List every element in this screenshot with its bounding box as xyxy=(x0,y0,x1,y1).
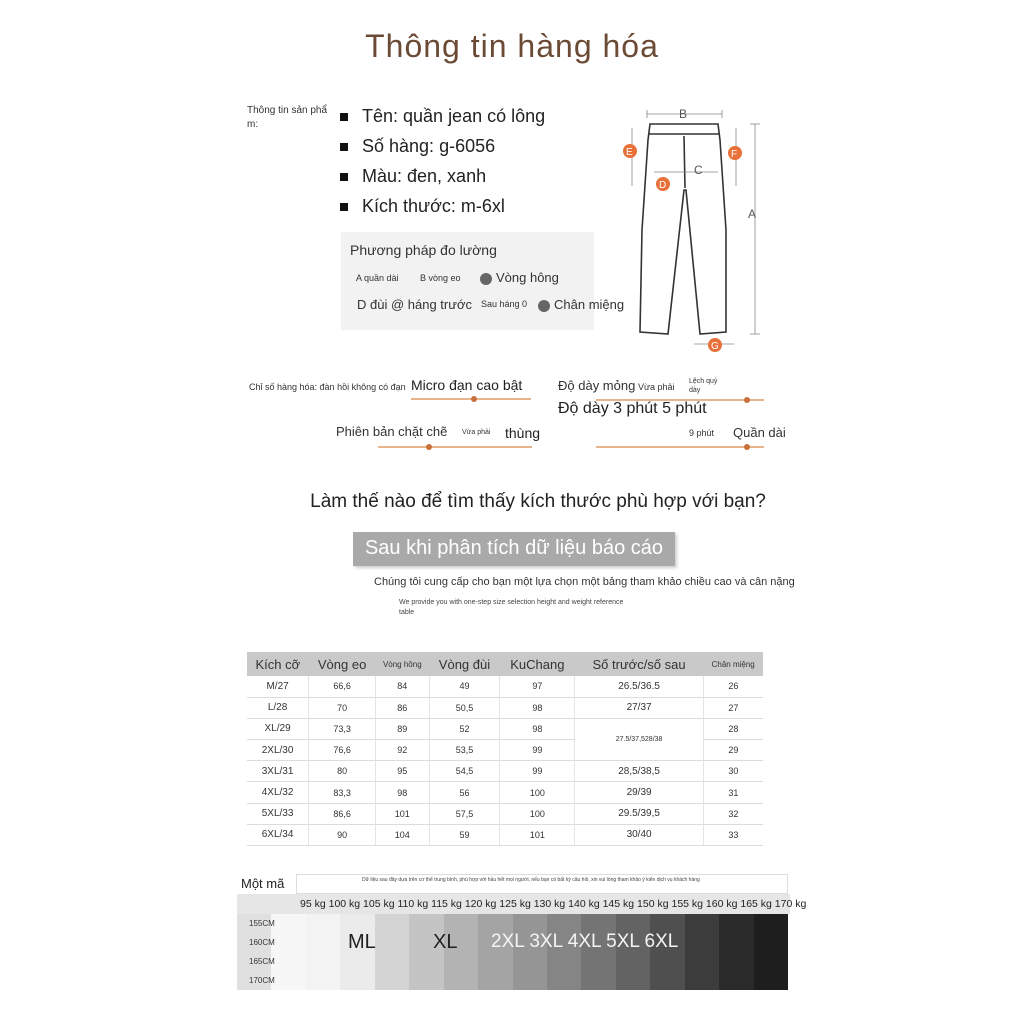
index-thickness: Độ dày mỏng xyxy=(558,378,636,393)
product-info-label: Thông tin sản phẩ m: xyxy=(247,105,328,130)
measure-d: D đùi @ háng trước xyxy=(357,297,472,312)
size-tag-xl: XL xyxy=(433,931,458,953)
spec-item-number: Số hàng: g-6056 xyxy=(340,133,545,163)
index-thickness-high: Lệch quý dày xyxy=(689,378,718,394)
label-e: E xyxy=(626,147,633,158)
measure-g: Chân miệng xyxy=(538,297,624,312)
size-question: Làm thế nào để tìm thấy kích thước phù hợp với bạn? xyxy=(310,491,766,512)
measure-lines xyxy=(632,110,760,344)
size-table xyxy=(247,652,763,846)
bullet-icon xyxy=(340,113,348,121)
table-row: 4XL/32 83,3 98 56 100 29/39 31 xyxy=(247,782,763,803)
height-165: 165CM xyxy=(249,957,275,966)
label-f: F xyxy=(731,149,738,160)
measure-method-title: Phương pháp đo lường xyxy=(350,242,497,258)
version-knob xyxy=(426,444,432,450)
label-a: A xyxy=(748,207,757,221)
table-row: 3XL/31 80 95 54,5 99 28,5/38,5 30 xyxy=(247,761,763,782)
length-knob xyxy=(744,444,750,450)
size-table-header xyxy=(247,652,763,676)
elastic-slider xyxy=(411,398,531,400)
table-row: 5XL/33 86,6 101 57,5 100 29.5/39,5 32 xyxy=(247,803,763,824)
height-155: 155CM xyxy=(249,919,275,928)
index-season: Độ dày 3 phút 5 phút xyxy=(558,400,707,417)
col-leg-opening: Chân miệng xyxy=(703,652,763,676)
table-row: 2XL/30 76,6 92 53,5 99 29 xyxy=(247,740,763,761)
height-170: 170CM xyxy=(249,976,275,985)
table-row: XL/29 73,3 89 52 98 27.5/37,528/38 28 xyxy=(247,718,763,739)
measure-b: B vòng eo xyxy=(420,273,461,283)
col-hip: Vòng hông xyxy=(376,652,429,676)
index-version-loose: thùng xyxy=(505,425,541,441)
index-version: Phiên bản chặt chẽ xyxy=(336,424,448,439)
trousers-outline-icon xyxy=(640,124,726,334)
measure-c: Vòng hông xyxy=(480,270,559,285)
bullet-icon xyxy=(340,203,348,211)
index-elastic: Micro đạn cao bật xyxy=(411,377,523,393)
analysis-banner: Sau khi phân tích dữ liệu báo cáo xyxy=(353,532,675,566)
index-thickness-mid: Vừa phải xyxy=(638,382,675,392)
measure-e: Sau háng 0 xyxy=(481,299,528,309)
table-row: L/28 70 86 50,5 98 27/37 27 xyxy=(247,697,763,718)
bullet-icon xyxy=(340,173,348,181)
index-length-short: 9 phút xyxy=(689,428,715,438)
spec-item-color: Màu: đen, xanh xyxy=(340,163,545,193)
index-version-mid: Vừa phải xyxy=(462,429,491,436)
table-row: M/27 66,6 84 49 97 26.5/36.5 26 xyxy=(247,676,763,697)
subtitle-vi: Chúng tôi cung cấp cho bạn một lựa chọn một bảng tham khảo chiều cao và cân nặng xyxy=(374,576,795,588)
page-title: Thông tin hàng hóa xyxy=(365,28,659,64)
product-spec-list xyxy=(340,103,545,223)
spec-item-name: Tên: quần jean có lông xyxy=(340,103,545,133)
label-g: G xyxy=(711,341,719,352)
trousers-diagram xyxy=(610,100,780,360)
index-length-long: Quần dài xyxy=(733,425,786,440)
col-rise: Số trước/số sau xyxy=(575,652,704,676)
label-d: D xyxy=(659,180,667,191)
version-slider xyxy=(378,446,532,448)
measure-a: A quần dài xyxy=(356,273,399,283)
col-size: Kích cỡ xyxy=(247,652,309,676)
col-waist: Vòng eo xyxy=(309,652,376,676)
col-length: KuChang xyxy=(500,652,575,676)
reference-title: Một mã xyxy=(241,876,285,891)
length-slider xyxy=(596,446,764,448)
g-badge-icon xyxy=(538,300,550,312)
c-badge-icon xyxy=(480,273,492,285)
subtitle-en: We provide you with one-step size selection height and weight reference table xyxy=(399,599,624,616)
merged-cell: 27.5/37,528/38 xyxy=(575,718,704,760)
spec-item-size: Kích thước: m-6xl xyxy=(340,193,545,223)
elastic-knob xyxy=(471,396,477,402)
label-b: B xyxy=(679,107,688,121)
height-160: 160CM xyxy=(249,938,275,947)
label-c: C xyxy=(694,163,703,177)
bullet-icon xyxy=(340,143,348,151)
weight-scale: 95 kg 100 kg 105 kg 110 kg 115 kg 120 kg 125 kg 130 kg 140 kg 145 kg 150 kg 155 kg 160 kg 165 kg 170 kg xyxy=(237,894,790,914)
index-label: Chỉ số hàng hóa: đàn hồi không có đạn xyxy=(249,382,406,392)
size-tag-ml: ML xyxy=(348,931,376,953)
thickness-knob xyxy=(744,397,750,403)
size-tag-large: 2XL 3XL 4XL 5XL 6XL xyxy=(491,931,679,952)
col-thigh: Vòng đùi xyxy=(429,652,500,676)
table-row: 6XL/34 90 104 59 101 30/40 33 xyxy=(247,824,763,845)
reference-note: Dữ liệu sau đây dựa trên cơ thể trung bình, phù hợp với hầu hết mọi người, nếu bạn có bất kỳ câu hỏi, xin vui lòng tham khảo ý kiến dịch vụ khách hàng xyxy=(362,877,700,883)
